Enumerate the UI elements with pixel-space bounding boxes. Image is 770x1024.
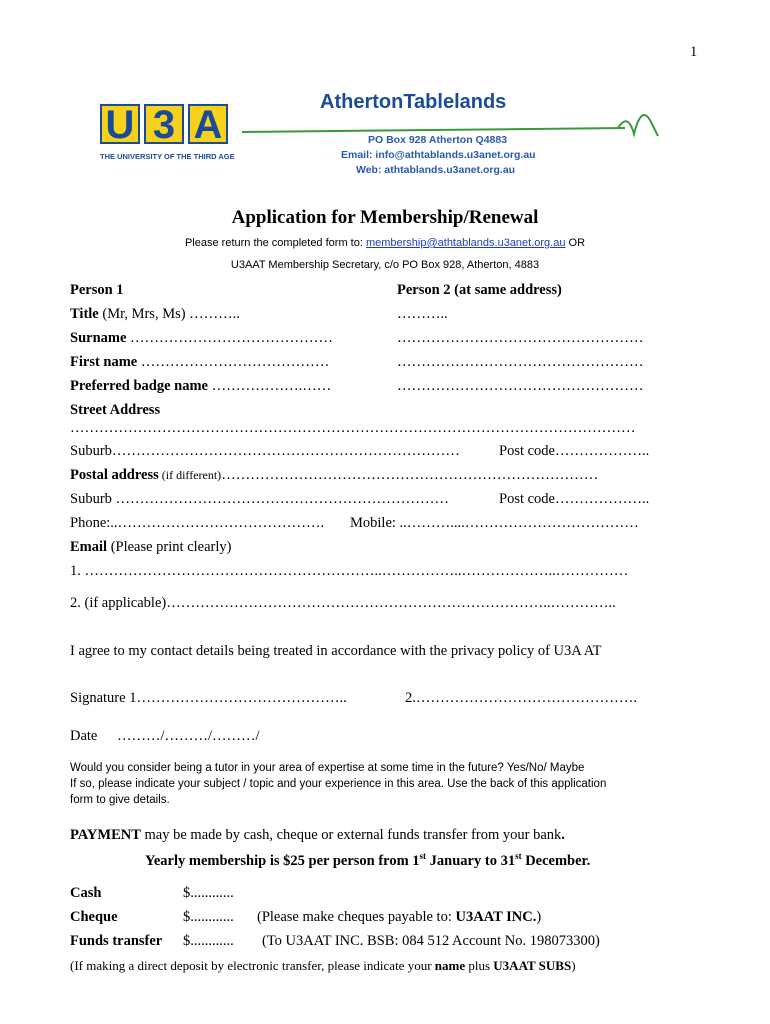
deposit-note-c: plus bbox=[465, 958, 494, 973]
cash-amount-field[interactable]: $............ bbox=[183, 885, 234, 901]
surname-field-p2[interactable]: …………………………………………… bbox=[397, 330, 644, 346]
postal-address-hint: (if different) bbox=[158, 468, 222, 482]
person1-heading: Person 1 bbox=[70, 282, 124, 298]
person2-heading: Person 2 (at same address) bbox=[397, 282, 562, 298]
title-field-p2[interactable]: ……….. bbox=[397, 306, 448, 322]
org-web: Web: athtablands.u3anet.org.au bbox=[356, 164, 516, 176]
return-email-link[interactable]: membership@athtablands.u3anet.org.au bbox=[365, 237, 566, 249]
badge-name-field-p2[interactable]: …………………………………………… bbox=[397, 378, 644, 394]
badge-name-field[interactable] bbox=[70, 378, 331, 395]
yearly-text-b: January to 31 bbox=[426, 852, 516, 869]
deposit-note-a: (If making a direct deposit by electronic transfer, please indicate your bbox=[70, 958, 435, 973]
yearly-sup1: st bbox=[419, 851, 427, 861]
firstname-field[interactable] bbox=[70, 354, 329, 371]
firstname-dots: ………………………………… bbox=[137, 354, 330, 370]
signature1-field[interactable]: Signature 1…………………………………….. bbox=[70, 690, 347, 706]
date-label: Date bbox=[70, 728, 98, 744]
street-address-field[interactable]: ……………………………………………………………………………………………………… bbox=[70, 420, 636, 436]
email-hint: (Please print clearly) bbox=[107, 539, 232, 555]
tutor-question-line2: If so, please indicate your subject / topic and your experience in this area. Use the back of this application bbox=[70, 778, 607, 790]
surname-dots: …………………………………… bbox=[126, 330, 334, 346]
yearly-sup2: st bbox=[515, 851, 522, 861]
org-address: PO Box 928 Atherton Q4883 bbox=[368, 134, 508, 146]
logo-letter-a: A bbox=[188, 104, 228, 144]
funds-amount-field[interactable]: $............ bbox=[183, 933, 234, 949]
email2-field[interactable]: 2. (if applicable)……………………………………………………………………..………….. bbox=[70, 595, 616, 611]
postal-address-field[interactable] bbox=[70, 467, 598, 484]
org-email: Email: info@athtablands.u3anet.org.au bbox=[341, 149, 536, 161]
page-number: 1 bbox=[690, 44, 698, 60]
cheque-payee: U3AAT INC. bbox=[455, 909, 537, 925]
payment-statement bbox=[70, 827, 565, 844]
cheque-note bbox=[257, 909, 541, 926]
firstname-label: First name bbox=[70, 354, 138, 370]
mobile-field[interactable]: Mobile: ..………....……………………………… bbox=[350, 515, 639, 531]
date-field[interactable]: ………/………/………/ bbox=[117, 728, 260, 744]
title-label: Title bbox=[70, 306, 99, 322]
logo-tagline: THE UNIVERSITY OF THE THIRD AGE bbox=[100, 152, 235, 161]
signature2-field[interactable]: 2.………………………………………. bbox=[405, 690, 637, 706]
badge-name-dots: ……………….…… bbox=[207, 378, 332, 394]
yearly-membership bbox=[145, 851, 590, 870]
payment-end: . bbox=[561, 827, 565, 843]
payment-text: may be made by cash, cheque or external funds transfer from your bank bbox=[140, 827, 562, 843]
cheque-note-a: (Please make cheques payable to: bbox=[257, 909, 456, 925]
postal-address-label: Postal address bbox=[70, 467, 159, 483]
cheque-amount-field[interactable]: $............ bbox=[183, 909, 234, 925]
cheque-label: Cheque bbox=[70, 909, 118, 925]
yearly-text-a: Yearly membership is $25 per person from 1 bbox=[145, 852, 420, 869]
title-field[interactable] bbox=[70, 306, 240, 323]
badge-name-label: Preferred badge name bbox=[70, 378, 208, 394]
payment-lead: PAYMENT bbox=[70, 827, 141, 843]
postcode-field[interactable]: Post code……………….. bbox=[499, 443, 650, 459]
title-hint: (Mr, Mrs, Ms) ……….. bbox=[98, 306, 240, 322]
privacy-statement: I agree to my contact details being treated in accordance with the privacy policy of U3A AT bbox=[70, 643, 602, 659]
form-title: Application for Membership/Renewal bbox=[231, 207, 539, 228]
deposit-note-e: ) bbox=[571, 958, 576, 973]
funds-transfer-label: Funds transfer bbox=[70, 933, 163, 949]
deposit-note-subs: U3AAT SUBS bbox=[493, 958, 572, 973]
surname-field[interactable] bbox=[70, 330, 333, 347]
phone-field[interactable]: Phone:..……………………………………. bbox=[70, 515, 325, 531]
deposit-note bbox=[70, 958, 576, 974]
tutor-question-line3: form to give details. bbox=[70, 794, 170, 806]
email1-field[interactable]: 1. ……………………………………………………..……………..………………..…………… bbox=[70, 563, 629, 579]
firstname-field-p2[interactable]: …………………………………………… bbox=[397, 354, 644, 370]
suburb-field[interactable]: Suburb……………………………………………………………… bbox=[70, 443, 460, 459]
postal-suburb-field[interactable]: Suburb …………………………………………………………… bbox=[70, 491, 450, 507]
return-prefix: Please return the completed form to: bbox=[184, 237, 366, 249]
yearly-text-c: December. bbox=[521, 852, 591, 869]
deposit-note-name: name bbox=[434, 958, 466, 973]
return-or: OR bbox=[565, 237, 586, 249]
surname-label: Surname bbox=[70, 330, 127, 346]
tutor-question-line1: Would you consider being a tutor in your area of expertise at some time in the future? Yes/No/ Maybe bbox=[70, 762, 585, 774]
email-label: Email bbox=[70, 539, 108, 555]
email-heading bbox=[70, 539, 231, 556]
cash-label: Cash bbox=[70, 885, 102, 901]
postal-postcode-field[interactable]: Post code……………….. bbox=[499, 491, 650, 507]
street-address-label: Street Address bbox=[70, 402, 161, 418]
return-address: U3AAT Membership Secretary, c/o PO Box 928, Atherton, 4883 bbox=[230, 259, 540, 271]
logo-letter-u: U bbox=[100, 104, 140, 144]
org-name: AthertonTablelands bbox=[320, 91, 507, 113]
logo-letter-3: 3 bbox=[144, 104, 184, 144]
return-instruction bbox=[0, 237, 770, 249]
cheque-note-c: ) bbox=[536, 909, 542, 925]
postal-address-dots: …………………………………………………………………… bbox=[221, 467, 599, 483]
funds-transfer-note: (To U3AAT INC. BSB: 084 512 Account No. 198073300) bbox=[262, 933, 600, 949]
